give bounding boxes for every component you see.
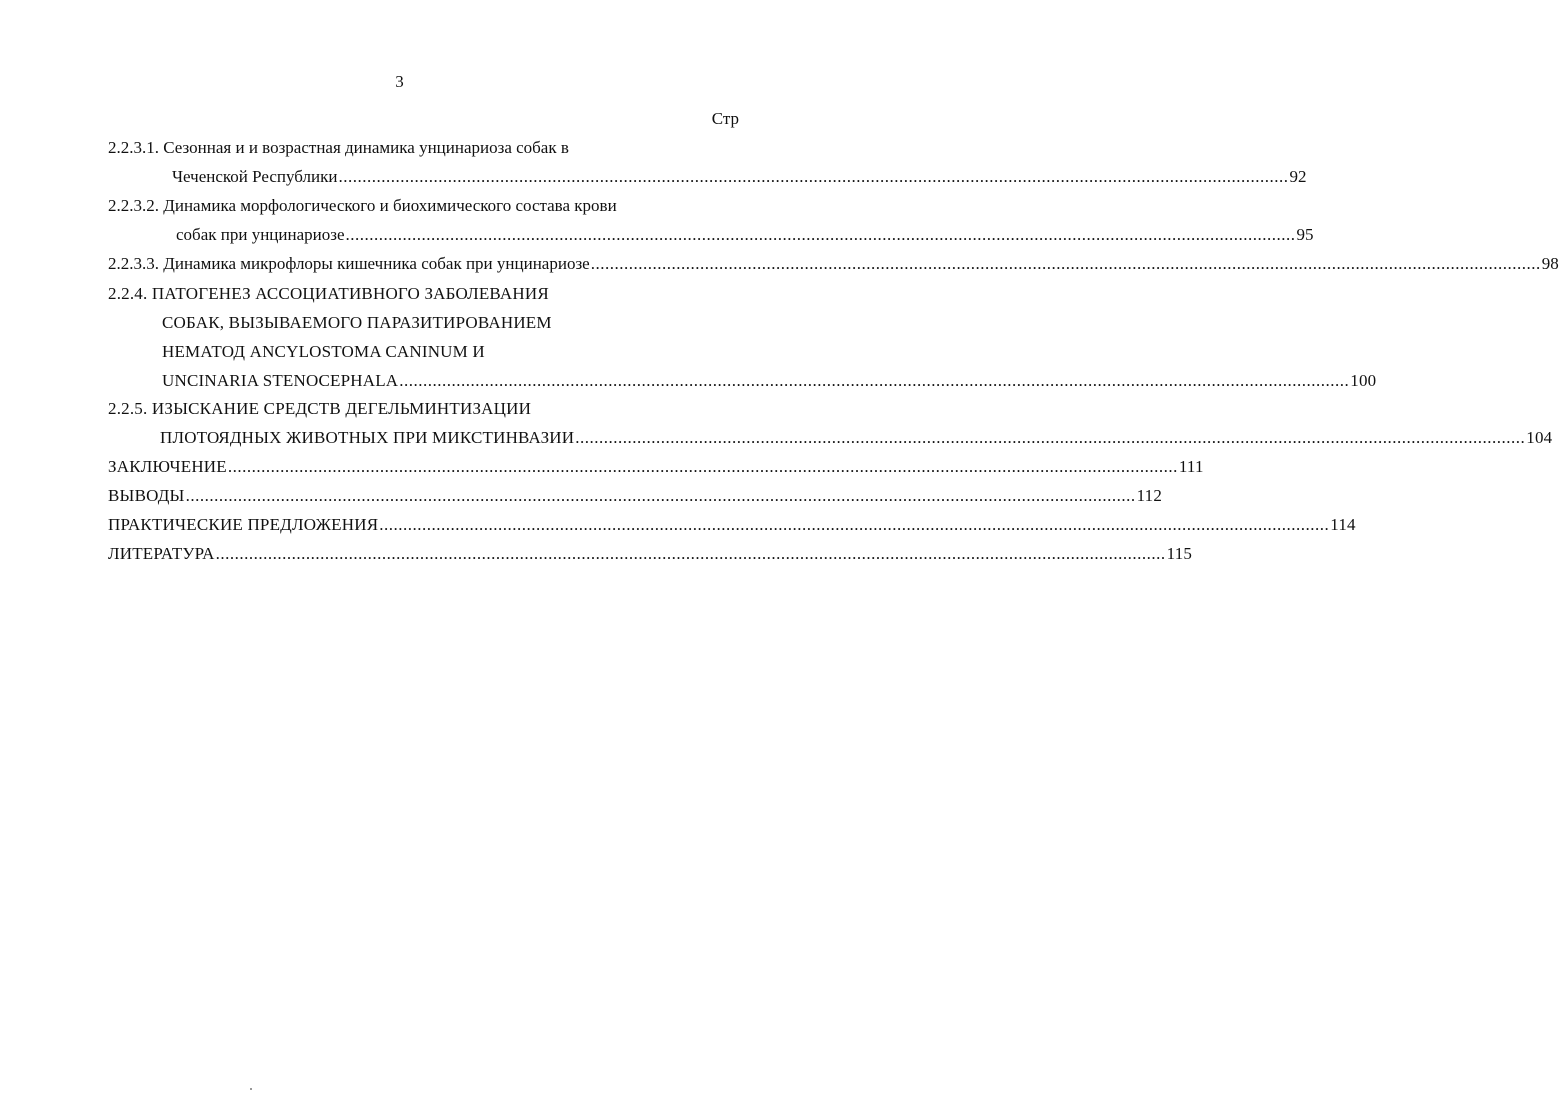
toc-entry-practical-proposals [108, 513, 1356, 537]
toc-entry-title-cont: UNCINARIA STENOCEPHALA [162, 371, 399, 390]
toc-entry-page: 112 [1136, 486, 1163, 505]
dot-leader: ........................................................................................................................................................................................................ [227, 457, 1178, 476]
toc-entry-conclusion [108, 455, 1204, 479]
toc-entry-title: 2.2.5. ИЗЫСКАНИЕ СРЕДСТВ ДЕГЕЛЬМИНТИЗАЦИИ [108, 399, 532, 418]
toc-entry-page: 100 [1350, 371, 1377, 390]
dot-leader: ........................................................................................................................................................................................................ [590, 254, 1541, 273]
toc-entry-leader-line [160, 426, 1553, 450]
toc-entry-title-cont: Чеченской Республики [172, 167, 338, 186]
toc-entry-page: 114 [1330, 515, 1356, 534]
toc-entry-title: 2.2.3.1. Сезонная и и возрастная динамика унцинариоза собак в [108, 138, 569, 157]
toc-entry-title-cont: собак при унцинариозе [176, 225, 345, 244]
toc-entry-page: 92 [1289, 167, 1307, 186]
page-column-label: Стр [711, 109, 739, 128]
toc-entry-title: 2.2.3.3. Динамика микрофлоры кишечника собак при унцинариозе [108, 254, 590, 273]
toc-entry-leader-line [162, 369, 1377, 393]
toc-entry-title: ПРАКТИЧЕСКИЕ ПРЕДЛОЖЕНИЯ [108, 515, 379, 534]
scan-speck [250, 1088, 252, 1090]
toc-entry-page: 95 [1296, 225, 1314, 244]
toc-entry-leader-line [176, 223, 1314, 247]
toc-entry-literature [108, 542, 1193, 566]
toc-entry-title: ЗАКЛЮЧЕНИЕ [108, 457, 227, 476]
toc-entry-page: 98 [1541, 254, 1559, 273]
dot-leader: ........................................................................................................................................................................................................ [575, 428, 1526, 447]
dot-leader: ........................................................................................................................................................................................................ [345, 225, 1296, 244]
toc-entry-page: 115 [1166, 544, 1193, 563]
toc-entry-findings [108, 484, 1163, 508]
toc-entry-title-cont: ПЛОТОЯДНЫХ ЖИВОТНЫХ ПРИ МИКСТИНВАЗИИ [160, 428, 575, 447]
toc-entry-page: 104 [1526, 428, 1553, 447]
dot-leader: ........................................................................................................................................................................................................ [338, 167, 1289, 186]
dot-leader: ........................................................................................................................................................................................................ [379, 515, 1330, 534]
toc-entry-leader-line [108, 252, 1559, 276]
toc-entry-page: 111 [1178, 457, 1204, 476]
dot-leader: ........................................................................................................................................................................................................ [399, 371, 1350, 390]
toc-entry-leader-line [172, 165, 1307, 189]
toc-entry-title: ЛИТЕРАТУРА [108, 544, 215, 563]
toc-entry-title-cont: НЕМАТОД ANCYLOSTOMA CANINUM И [162, 342, 485, 361]
toc-entry-title: 2.2.3.2. Динамика морфологического и биохимического состава крови [108, 196, 617, 215]
toc-entry-title: ВЫВОДЫ [108, 486, 185, 505]
page-number: 3 [395, 72, 404, 91]
dot-leader: ........................................................................................................................................................................................................ [185, 486, 1136, 505]
dot-leader: ........................................................................................................................................................................................................ [215, 544, 1166, 563]
toc-entry-title-cont: СОБАК, ВЫЗЫВАЕМОГО ПАРАЗИТИРОВАНИЕМ [162, 313, 552, 332]
toc-entry-title: 2.2.4. ПАТОГЕНЕЗ АССОЦИАТИВНОГО ЗАБОЛЕВАНИЯ [108, 284, 549, 303]
